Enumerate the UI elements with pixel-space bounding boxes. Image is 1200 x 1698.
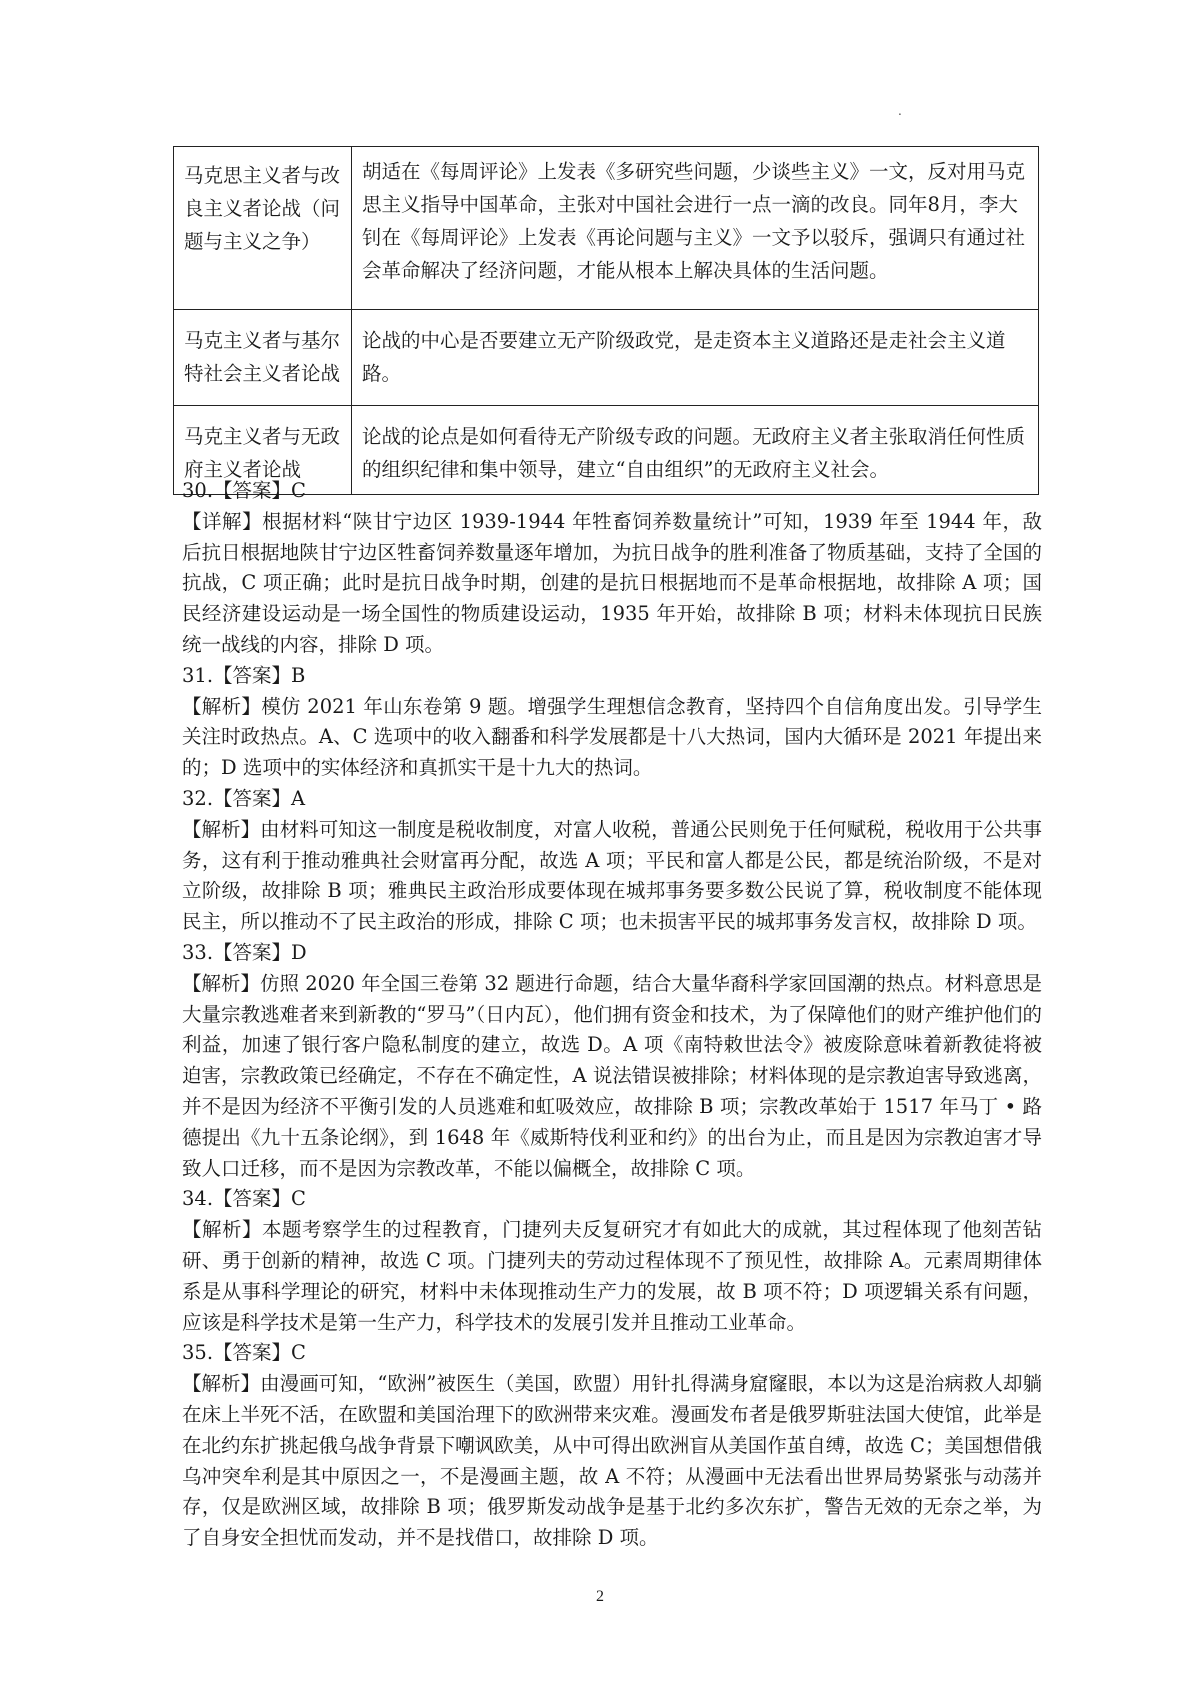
debate-topic: 马克主义者与基尔特社会主义者论战: [174, 310, 352, 406]
page-number: 2: [596, 1588, 604, 1605]
debate-content: 论战的论点是如何看待无产阶级专政的问题。无政府主义者主张取消任何性质的组织纪律和集中领导，建立“自由组织”的无政府主义社会。: [352, 406, 1039, 495]
answer-section: [182, 476, 1042, 1554]
corner-mark: .: [898, 104, 902, 118]
debate-topic: 马克主义者与无政府主义者论战: [174, 406, 352, 495]
answer-explanation-32: 【解析】由材料可知这一制度是税收制度，对富人收税，普通公民则免于任何赋税，税收用于公共事务，这有利于推动雅典社会财富再分配，故选 A 项；平民和富人都是公民，都是统治阶级，不是对立阶级，故排除 B 项；雅典民主政治形成要体现在城邦事务要多数公民说了算，税收制度不能体现民主，所以推动不了民主政治的形成，排除 C 项；也未损害平民的城邦事务发言权，故排除 D 项。: [182, 817, 1042, 934]
debate-content: 论战的中心是否要建立无产阶级政党，是走资本主义道路还是走社会主义道路。: [352, 310, 1039, 406]
debate-topic: 马克思主义者与改良主义者论战（问题与主义之争）: [174, 147, 352, 310]
answer-heading-30: 30.【答案】C: [182, 479, 306, 502]
table-row: [174, 147, 1039, 310]
answer-explanation-34: 【解析】本题考察学生的过程教育，门捷列夫反复研究才有如此大的成就，其过程体现了他刻苦钻研、勇于创新的精神，故选 C 项。门捷列夫的劳动过程体现不了预见性，故排除 A。元素周期律体系是从事科学理论的研究，材料中未体现推动生产力的发展，故 B 项不符；D 项逻辑关系有问题，应该是科学技术是第一生产力，科学技术的发展引发并且推动工业革命。: [182, 1218, 1042, 1334]
debate-table: [173, 146, 1039, 495]
answer-heading-32: 32.【答案】A: [182, 786, 306, 810]
answer-explanation-35: 【解析】由漫画可知，“欧洲”被医生（美国，欧盟）用针扎得满身窟窿眼，本以为这是治病救人却躺在床上半死不活，在欧盟和美国治理下的欧洲带来灾难。漫画发布者是俄罗斯驻法国大使馆，此举是在北约东扩挑起俄乌战争背景下嘲讽欧美，从中可得出欧洲盲从美国作茧自缚，故选 C；美国想借俄乌冲突牟利是其中原因之一，不是漫画主题，故 A 不符；从漫画中无法看出世界局势紧张与动荡并存，仅是欧洲区域，故排除 B 项；俄罗斯发动战争是基于北约多次东扩，警告无效的无奈之举，为了自身安全担忧而发动，并不是找借口，故排除 D 项。: [182, 1372, 1042, 1550]
answer-heading-34: 34.【答案】C: [182, 1187, 306, 1211]
answer-heading-35: 35.【答案】C: [182, 1341, 306, 1365]
debate-content: 胡适在《每周评论》上发表《多研究些问题，少谈些主义》一文，反对用马克思主义指导中国革命，主张对中国社会进行一点一滴的改良。同年8月，李大钊在《每周评论》上发表《再论问题与主义》一文予以驳斥，强调只有通过社会革命解决了经济问题，才能从根本上解决具体的生活问题。: [352, 147, 1039, 310]
table-row: [174, 310, 1039, 406]
answer-heading-33: 33.【答案】D: [182, 940, 307, 964]
answer-explanation-30: 【详解】根据材料“陕甘宁边区 1939-1944 年牲畜饲养数量统计”可知，1939 年至 1944 年，敌后抗日根据地陕甘宁边区牲畜饲养数量逐年增加，为抗日战争的胜利准备了物质基础，支持了全国的抗战，C 项正确；此时是抗日战争时期，创建的是抗日根据地而不是革命根据地，故排除 A 项；国民经济建设运动是一场全国性的物质建设运动，1935 年开始，故排除 B 项；材料未体现抗日民族统一战线的内容，排除 D 项。: [182, 509, 1042, 656]
answer-explanation-31: 【解析】模仿 2021 年山东卷第 9 题。增强学生理想信念教育，坚持四个自信角度出发。引导学生关注时政热点。A、C 选项中的收入翻番和科学发展都是十八大热词，国内大循环是 2021 年提出来的；D 选项中的实体经济和真抓实干是十九大的热词。: [182, 694, 1042, 780]
answer-heading-31: 31.【答案】B: [182, 663, 306, 687]
answer-explanation-33: 【解析】仿照 2020 年全国三卷第 32 题进行命题，结合大量华裔科学家回国潮的热点。材料意思是大量宗教逃难者来到新教的“罗马”（日内瓦），他们拥有资金和技术，为了保障他们的财产维护他们的利益，加速了银行客户隐私制度的建立，故选 D。A 项《南特敕世法令》被废除意味着新教徒将被迫害，宗教政策已经确定，不存在不确定性，A 说法错误被排除；材料体现的是宗教迫害导致逃离，并不是因为经济不平衡引发的人员逃难和虹吸效应，故排除 B 项；宗教改革始于 1517 年马丁 • 路德提出《九十五条论纲》，到 1648 年《威斯特伐利亚和约》的出台为止，而且是因为宗教迫害才导致人口迁移，而不是因为宗教改革，不能以偏概全，故排除 C 项。: [182, 971, 1042, 1180]
